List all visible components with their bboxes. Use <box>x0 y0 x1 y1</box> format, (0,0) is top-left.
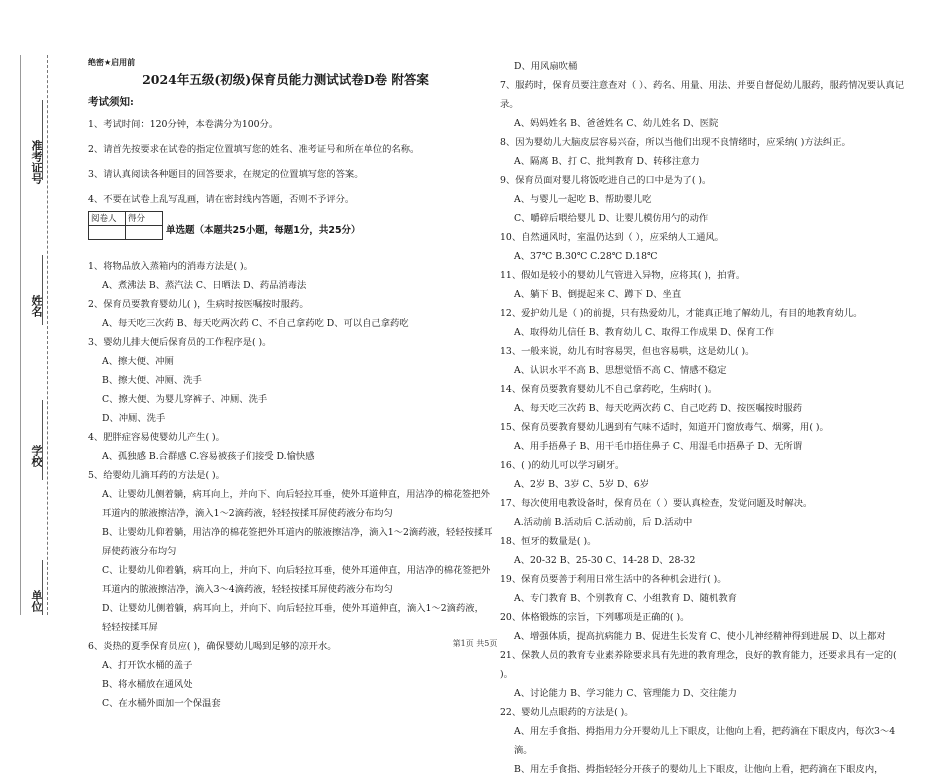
option: C、在水桶外面加一个保温套 <box>102 698 221 709</box>
option: A、擦大便、冲厕 <box>102 356 174 367</box>
option: D、冲厕、洗手 <box>102 413 166 424</box>
options: A、37℃ B.30℃ C.28℃ D.18℃ <box>514 251 658 262</box>
seal-line <box>47 55 48 615</box>
options: A、煮沸法 B、蒸汽法 C、日晒法 D、药品消毒法 <box>102 280 307 291</box>
options: A、孤独感 B.合群感 C.容易被孩子们接受 D.愉快感 <box>102 451 315 462</box>
unit-underline <box>42 560 43 615</box>
question: 11、假如是较小的婴幼儿气管进入异物，应将其( )，拍背。 <box>500 270 746 281</box>
option: B、擦大便、冲厕、洗手 <box>102 375 202 386</box>
option: A、打开饮水桶的盖子 <box>102 660 193 671</box>
options: A、认识水平不高 B、思想觉悟不高 C、情感不稳定 <box>514 365 727 376</box>
question: 20、体格锻炼的宗旨，下列哪项是正确的( )。 <box>500 612 690 623</box>
section-title: 单选题（本题共25小题，每题1分，共25分） <box>166 225 361 236</box>
options: A、取得幼儿信任 B、教育幼儿 C、取得工作成果 D、保育工作 <box>514 327 775 338</box>
options: C、嚼碎后喂给婴儿 D、让婴儿模仿用勺的动作 <box>514 213 709 224</box>
name-label: 姓名 <box>30 295 43 317</box>
option: C、让婴幼儿仰着躺，病耳向上，并向下、向后轻拉耳垂，使外耳道伸直，用洁净的棉花签把外耳道内的脓液擦洁净，滴入3～4滴药液，轻轻按揉耳屏使药液分布均匀 <box>102 565 491 595</box>
question: 13、一般来说，幼儿有时容易哭，但也容易哄，这是幼儿( )。 <box>500 346 755 357</box>
options: A、每天吃三次药 B、每天吃两次药 C、自己吃药 D、按医嘱按时服药 <box>514 403 802 414</box>
option: D、让婴幼儿侧着躺，病耳向上，并向下、向后轻拉耳垂，使外耳道伸直，滴入1～2滴药液，轻轻按揉耳屏 <box>102 603 484 633</box>
option: B、将水桶放在通风处 <box>102 679 193 690</box>
question: 22、婴幼儿点眼药的方法是( )。 <box>500 707 634 718</box>
option: B、用左手食指、拇指轻轻分开孩子的婴幼儿上下眼皮，让他向上看，把药滴在下眼皮内， <box>514 764 884 775</box>
options: A、用手捂鼻子 B、用干毛巾捂住鼻子 C、用湿毛巾捂鼻子 D、无所谓 <box>514 441 802 452</box>
notice-heading: 考试须知: <box>88 96 134 108</box>
question: 9、保育员面对婴儿将饭吃进自己的口中是为了( )。 <box>500 175 712 186</box>
option: B、让婴幼儿仰着躺，用洁净的棉花签把外耳道内的脓液擦洁净，滴入1～2滴药液，轻轻按揉耳屏使药液分布均匀 <box>102 527 493 557</box>
score-cell[interactable] <box>126 226 163 240</box>
score-block <box>88 209 493 249</box>
name-underline <box>42 255 43 325</box>
options: A、专门教育 B、个别教育 C、小组教育 D、随机教育 <box>514 593 737 604</box>
grader-header: 阅卷人 <box>89 212 126 226</box>
binding-margin <box>0 0 75 671</box>
option: C、擦大便、为婴儿穿裤子、冲厕、洗手 <box>102 394 268 405</box>
exam-title: 2024年五级(初级)保育员能力测试试卷D卷 附答案 <box>142 72 429 87</box>
score-table <box>88 211 163 240</box>
options: A、隔离 B、打 C、批判教育 D、转移注意力 <box>514 156 700 167</box>
options: A.活动前 B.活动后 C.活动前，后 D.活动中 <box>514 517 693 528</box>
question: 4、肥胖症容易使婴幼儿产生( )。 <box>88 432 225 443</box>
question: 7、服药时，保育员要注意查对（ ）、药名、用量、用法、并要自督促幼儿服药，服药情况要认真记录。 <box>500 80 904 110</box>
question: 21、保教人员的教育专业素养除要求具有先进的教育理念，良好的教育能力，还要求具有一定的( )。 <box>500 650 897 680</box>
options: A、2岁 B、3岁 C、5岁 D、6岁 <box>514 479 650 490</box>
secret-mark: 绝密★启用前 <box>88 58 136 67</box>
options: A、躺下 B、倒提起来 C、蹲下 D、坐直 <box>514 289 682 300</box>
option: A、用左手食指、拇指用力分开婴幼儿上下眼皮，让他向上看，把药滴在下眼皮内，每次3～4滴。 <box>514 726 896 756</box>
notice-item: 1、考试时间：120分钟，本卷满分为100分。 <box>88 119 279 130</box>
option: D、用风扇吹桶 <box>514 61 578 72</box>
options: A、妈妈姓名 B、爸爸姓名 C、幼儿姓名 D、医院 <box>514 118 719 129</box>
question: 15、保育员要教育婴幼儿遇到有气味不适时，知道开门窗放毒气、烟雾，用( )。 <box>500 422 829 433</box>
margin-rule <box>20 55 21 615</box>
question: 1、将物品放入蒸箱内的消毒方法是( )。 <box>88 261 253 272</box>
question: 10、自然通风时，室温仍达到（ ），应采纳人工通风。 <box>500 232 724 243</box>
page-footer: 第1页 共5页 <box>452 639 498 648</box>
notice-item: 3、请认真阅读各种题目的回答要求，在规定的位置填写您的答案。 <box>88 169 364 180</box>
options: A、与婴儿一起吃 B、帮助婴儿吃 <box>514 194 652 205</box>
school-underline <box>42 400 43 480</box>
school-label: 学校 <box>30 445 43 467</box>
question: 17、每次使用电教设备时，保育员在（ ）要认真检查，发觉问题及时解决。 <box>500 498 813 509</box>
question: 3、婴幼儿排大便后保育员的工作程序是( )。 <box>88 337 272 348</box>
exam-number-underline <box>42 100 43 180</box>
score-header: 得分 <box>126 212 163 226</box>
question: 2、保育员要教育婴幼儿( )，生病时按医嘱按时服药。 <box>88 299 309 310</box>
options: A、20-32 B、25-30 C、14-28 D、28-32 <box>514 555 696 566</box>
unit-label: 单位 <box>30 590 43 612</box>
options: A、每天吃三次药 B、每天吃两次药 C、不自己拿药吃 D、可以自己拿药吃 <box>102 318 409 329</box>
question: 5、给婴幼儿滴耳药的方法是( )。 <box>88 470 225 481</box>
left-column <box>88 57 493 713</box>
grader-cell[interactable] <box>89 226 126 240</box>
question: 6、炎热的夏季保育员应( )，确保婴幼儿喝到足够的凉开水。 <box>88 641 337 652</box>
question: 14、保育员要教育婴幼儿不自己拿药吃，生病时( )。 <box>500 384 718 395</box>
notice-item: 4、不要在试卷上乱写乱画，请在密封线内答题，否则不予评分。 <box>88 194 355 205</box>
notice-item: 2、请首先按要求在试卷的指定位置填写您的姓名、准考证号和所在单位的名称。 <box>88 144 420 155</box>
question: 12、爱护幼儿是（ )的前提，只有热爱幼儿，才能真正地了解幼儿，有目的地教育幼儿。 <box>500 308 863 319</box>
question: 16、( )的幼儿可以学习刷牙。 <box>500 460 625 471</box>
question: 19、保育员要善于利用日常生活中的各种机会进行( )。 <box>500 574 727 585</box>
question: 8、因为婴幼儿大脑皮层容易兴奋，所以当他们出现不良情绪时，应采纳( )方法纠正。 <box>500 137 851 148</box>
exam-number-label: 准考证号 <box>30 140 43 184</box>
options: A、增强体质，提高抗病能力 B、促进生长发育 C、使小儿神经精神得到进展 D、以上都对 <box>514 631 886 642</box>
question: 18、恒牙的数量是( )。 <box>500 536 597 547</box>
option: A、让婴幼儿侧着躺，病耳向上，并向下、向后轻拉耳垂，使外耳道伸直，用洁净的棉花签把外耳道内的脓液擦洁净，滴入1～2滴药液，轻轻按揉耳屏使药液分布均匀 <box>102 489 490 519</box>
options: A、讨论能力 B、学习能力 C、管理能力 D、交往能力 <box>514 688 737 699</box>
